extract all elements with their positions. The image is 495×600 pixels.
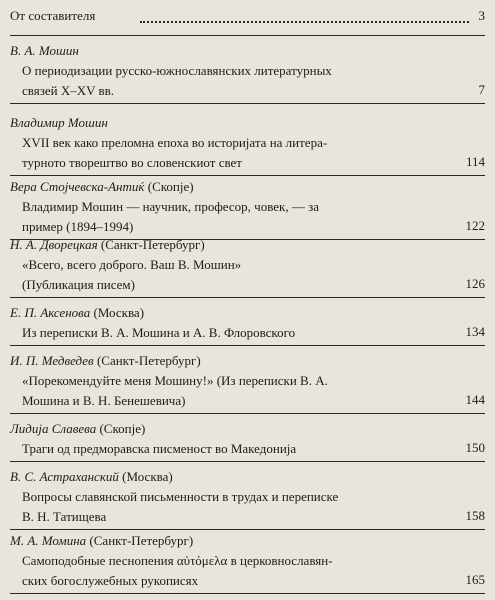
divider	[10, 413, 485, 414]
entry-title-line: пример (1894–1994)	[22, 219, 134, 234]
entry-title-line: О периодизации русско-южнославянских литературных	[22, 63, 332, 78]
foreword-page: 3	[478, 8, 485, 23]
author-name: Н. А. Дворецкая	[10, 237, 98, 252]
divider	[10, 175, 485, 176]
entry-author	[10, 115, 108, 131]
author-name: И. П. Медведев	[10, 353, 94, 368]
entry-title-line: турното творештво во словенскиот свет	[22, 155, 242, 170]
author-name: Вера Стојчевска-Антиќ	[10, 179, 145, 194]
entry-title-line: Самоподобные песнопения αὐτόμελα в церковнославян-	[22, 553, 333, 568]
entry-author	[10, 421, 145, 437]
entry-page-number: 122	[465, 218, 485, 233]
author-name: Е. П. Аксенова	[10, 305, 91, 320]
entry-author	[10, 469, 173, 485]
entry-title-line: (Публикация писем)	[22, 277, 135, 292]
entry-page-number: 114	[465, 154, 485, 169]
author-affiliation: (Скопје)	[96, 421, 146, 436]
author-name: Лидија Славева	[10, 421, 97, 436]
divider	[10, 593, 485, 594]
divider	[10, 461, 485, 462]
author-affiliation: (Санкт-Петербург)	[97, 237, 205, 252]
author-name: М. А. Момина	[10, 533, 87, 548]
entry-author	[10, 305, 144, 321]
entry-title-line: «Всего, всего доброго. Ваш В. Мошин»	[22, 257, 242, 272]
author-affiliation: (Москва)	[118, 469, 173, 484]
entry-page-number: 150	[465, 440, 485, 455]
author-affiliation: (Санкт-Петербург)	[93, 353, 201, 368]
author-affiliation: (Москва)	[90, 305, 145, 320]
entry-page-number: 7	[478, 82, 485, 97]
entry-title-line: Из переписки В. А. Мошина и А. В. Флоровского	[22, 325, 296, 340]
entry-title-line: Траги од предморавска писменост во Македонија	[22, 441, 297, 456]
author-affiliation: (Санкт-Петербург)	[86, 533, 194, 548]
divider	[10, 297, 485, 298]
entry-title-line: «Порекомендуйте меня Мошину!» (Из переписки В. А.	[22, 373, 328, 388]
divider	[10, 35, 485, 36]
entry-author	[10, 179, 194, 195]
divider	[10, 529, 485, 530]
entry-author	[10, 353, 201, 369]
divider	[10, 103, 485, 104]
entry-page-number: 158	[465, 508, 485, 523]
dot-leader	[140, 21, 469, 23]
entry-page-number: 126	[465, 276, 485, 291]
entry-title-line: Вопросы славянской письменности в трудах и переписке	[22, 489, 339, 504]
entry-page-number: 144	[465, 392, 485, 407]
foreword-title: От составителя	[10, 8, 96, 23]
entry-title-line: связей X–XV вв.	[22, 83, 115, 98]
entry-title-line: ских богослужебных рукописях	[22, 573, 199, 588]
author-name: В. С. Астраханский	[10, 469, 119, 484]
author-affiliation: (Скопје)	[144, 179, 194, 194]
entry-author	[10, 237, 205, 253]
entry-page-number: 165	[465, 572, 485, 587]
author-name: Владимир Мошин	[10, 115, 108, 130]
divider	[10, 345, 485, 346]
entry-author	[10, 533, 193, 549]
entry-author	[10, 43, 79, 59]
entry-title-line: Владимир Мошин — научник, професор, човек, — за	[22, 199, 320, 214]
entry-page-number: 134	[465, 324, 485, 339]
entry-title-line: Мошина и В. Н. Бенешевича)	[22, 393, 186, 408]
entry-title-line: XVII век како преломна епоха во историјата на литера-	[22, 135, 328, 150]
author-name: В. А. Мошин	[10, 43, 79, 58]
entry-title-line: В. Н. Татищева	[22, 509, 107, 524]
